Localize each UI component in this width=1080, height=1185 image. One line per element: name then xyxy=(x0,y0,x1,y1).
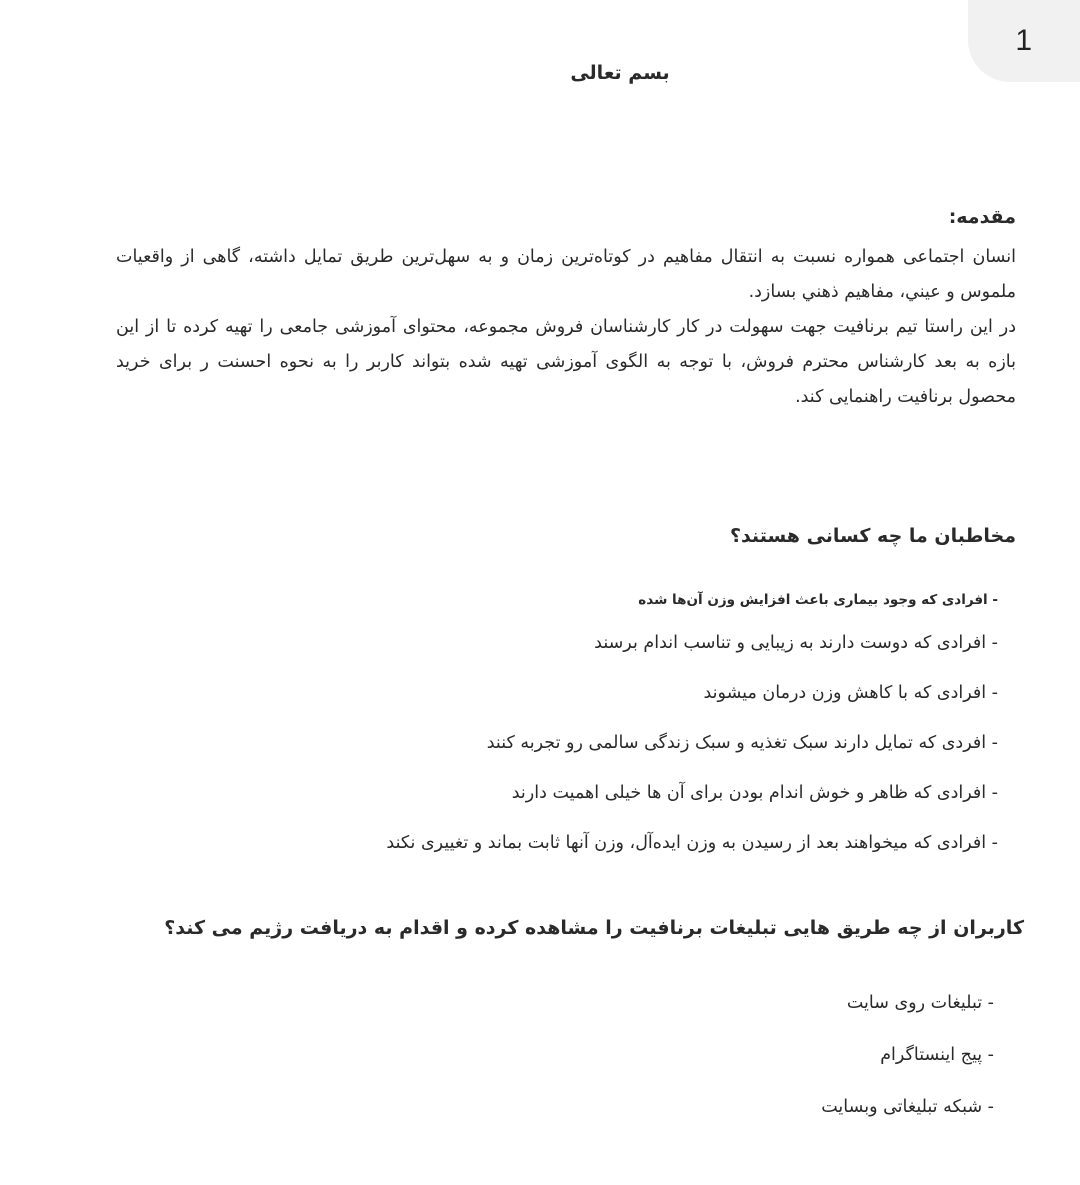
intro-paragraph: انسان اجتماعی همواره نسبت به انتقال مفاهیم در کوتاه‌ترین زمان و به سهل‌ترین طریق تمایل داشته، گاهی از واقعیات ملموس و عيني، مفاهيم ذهني بسازد. xyxy=(116,247,1016,302)
intro-body xyxy=(116,240,1016,415)
list-item: - تبلیغات روی سایت xyxy=(846,993,994,1013)
list-item: - پیج اینستاگرام xyxy=(880,1045,994,1065)
list-item: - افرادی که ظاهر و خوش اندام بودن برای آن ها خیلی اهمیت دارند xyxy=(511,783,998,803)
intro-heading: مقدمه: xyxy=(948,206,1016,228)
audience-list xyxy=(258,586,998,878)
channels-list xyxy=(594,988,994,1144)
list-item: - افرادی که دوست دارند به زیبایی و تناسب اندام برسند xyxy=(594,633,998,653)
page-number: 1 xyxy=(1015,24,1032,57)
list-item: - افردی که تمایل دارند سبک تغذیه و سبک زندگی سالمی رو تجربه کنند xyxy=(486,733,998,753)
document-title: بسم تعالی xyxy=(570,62,670,84)
list-item: - افرادی که با کاهش وزن درمان میشوند xyxy=(703,683,998,703)
audience-heading: مخاطبان ما چه کسانی هستند؟ xyxy=(729,525,1016,547)
intro-paragraph: در این راستا تیم برنافیت جهت سهولت در کار کارشناسان فروش مجموعه، محتوای آموزشی جامعی را تهیه کرده تا از این بازه به بعد کارشناس محترم فروش، با توجه به الگوی آموزشی تهیه شده بتواند کاربر را به نحوه احسنت ر برای خرید محصول برنافیت راهنمایی کند. xyxy=(116,317,1016,407)
list-item: - افرادی که وجود بیماری باعث افزایش وزن آن‌ها شده xyxy=(638,592,998,608)
list-item: - افرادی که میخواهند بعد از رسیدن به وزن ایده‌آل، وزن آنها ثابت بماند و تغییری نکند xyxy=(386,833,998,853)
channels-heading: کاربران از چه طریق هایی تبلیغات برنافیت را مشاهده کرده و اقدام به دریافت رژیم می کند؟ xyxy=(164,917,1024,939)
list-item: - شبکه تبلیغاتی وبسایت xyxy=(821,1097,994,1117)
